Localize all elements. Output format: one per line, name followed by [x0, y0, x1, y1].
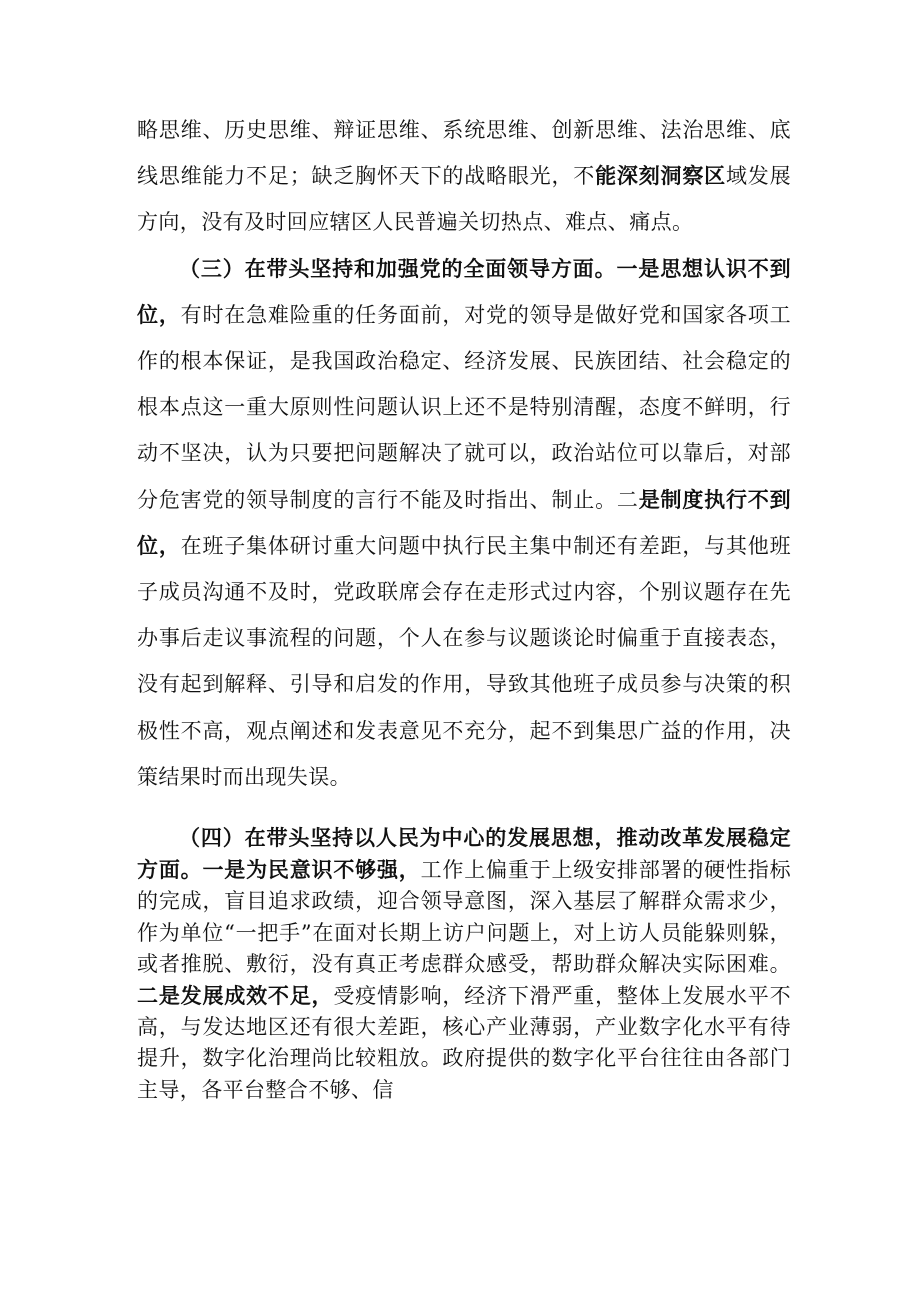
- paragraph-2-bold-b: 是制度执行不到位，: [137, 486, 791, 558]
- paragraph-3-bold-a: （四）在带头坚持以人民为中心的发展思想，推动改革发展稳定方面。一是为民意识不够强，: [137, 825, 791, 883]
- paragraph-1-bold-a: 能深刻洞察区: [595, 163, 726, 189]
- paragraph-2-bold-a: （三）在带头坚持和加强党的全面领导方面。一是思想认识不到位，: [137, 255, 791, 327]
- paragraph-3-text-b: 受疫情影响，经济下滑严重，整体上发展水平不高，与发达地区还有很大差距，核心产业薄弱，产业数字化水平有待提升，数字化治理尚比较粗放。政府提供的数字化平台往往由各部门主导，各平台整合不够、信: [137, 984, 791, 1102]
- paragraph-2-text-b: 在班子集体研讨重大问题中执行民主集中制还有差距，与其他班子成员沟通不及时，党政联席会存在走形式过内容，个别议题存在先办事后走议事流程的问题，个人在参与议题谈论时偏重于直接表态，没有起到解释、引导和启发的作用，导致其他班子成员参与决策的积极性不高，观点阐述和发表意见不充分，起不到集思广益的作用，决策结果时而出现失误。: [137, 533, 791, 789]
- document-body: [137, 107, 791, 1106]
- paragraph-3-bold-b: 二是发展成效不足，: [137, 983, 334, 1009]
- paragraph-thinking-ability: [137, 107, 791, 246]
- paragraph-1-text-b: 域发展方向，没有及时回应辖区人民普遍关切热点、难点、痛点。: [137, 164, 791, 235]
- paragraph-people-centered: [137, 822, 791, 1106]
- paragraph-2-text-a: 有时在急难险重的任务面前，对党的领导是做好党和国家各项工作的根本保证，是我国政治稳定、经济发展、民族团结、社会稳定的根本点这一重大原则性问题认识上还不是特别清醒，态度不鲜明，行动不坚决，认为只要把问题解决了就可以，政治站位可以靠后，对部分危害党的领导制度的言行不能及时指出、制止。二: [137, 302, 791, 512]
- paragraph-1-text-a: 略思维、历史思维、辩证思维、系统思维、创新思维、法治思维、底线思维能力不足；缺乏胸怀天下的战略眼光，不: [137, 118, 791, 189]
- paragraph-3-text-a: 工作上偏重于上级安排部署的硬性指标的完成，盲目追求政绩，迎合领导意图，深入基层了解群众需求少，作为单位“一把手”在面对长期上访户问题上，对上访人员能躲则躲，或者推脱、敷衍，没有真正考虑群众感受，帮助群众解决实际困难。: [137, 858, 791, 976]
- paragraph-party-leadership: [137, 246, 791, 800]
